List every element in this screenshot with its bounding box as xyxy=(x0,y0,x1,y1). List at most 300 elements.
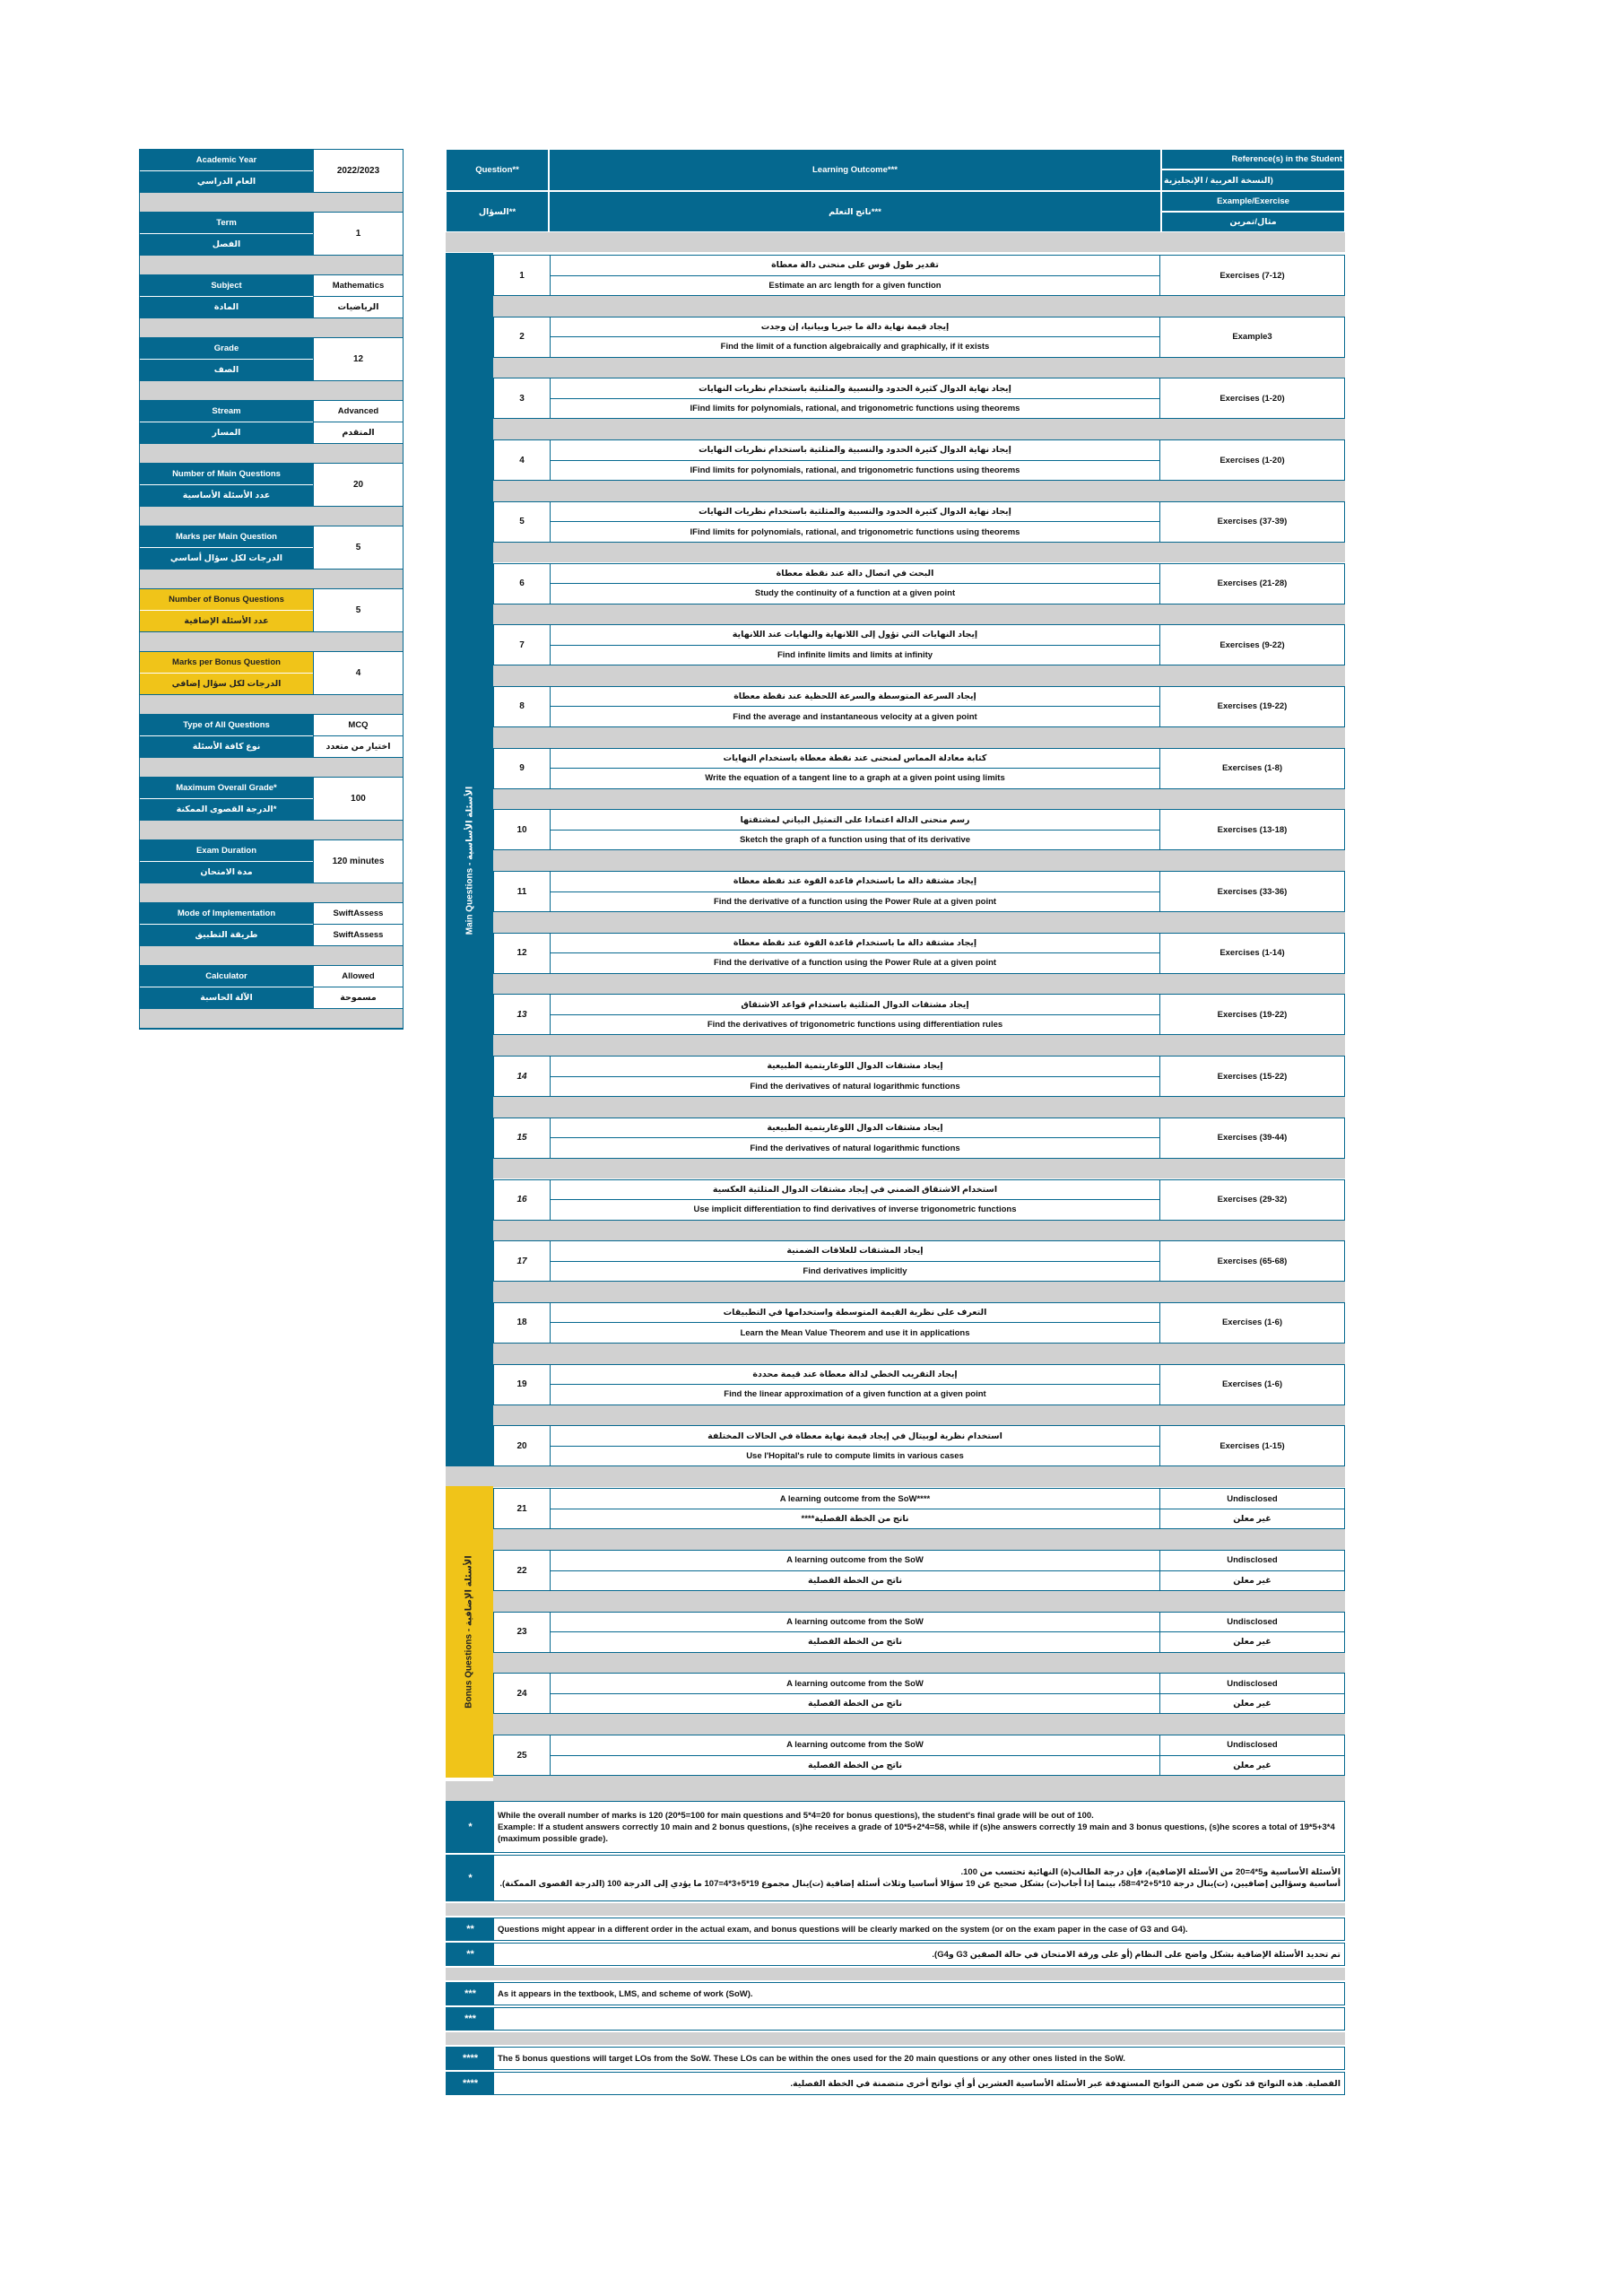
reference: Exercises (21-28) xyxy=(1217,578,1288,588)
spacer-band xyxy=(493,419,1345,439)
reference-ar: غير معلن xyxy=(1160,1570,1344,1591)
learning-outcome-line: التعرف على نظرية القيمة المتوسطة واستخدامها في التطبيقات xyxy=(723,1308,987,1318)
reference-en: Undisclosed xyxy=(1227,1493,1278,1504)
question-number: 6 xyxy=(494,564,551,604)
footnote-text: تم تحديد الأسئلة الإضافية بشكل واضح على النظام (أو على ورقة الامتحان في حالة الصفين G3 وG4). xyxy=(932,1949,1341,1960)
info-value-en: SwiftAssess xyxy=(333,909,384,918)
learning-outcome-line: إيجاد المشتقات للعلاقات الضمنية xyxy=(786,1246,924,1257)
spacer-band xyxy=(493,358,1345,378)
info-spacer xyxy=(140,1009,403,1029)
info-row xyxy=(140,213,403,256)
info-label-ar: نوع كافة الأسئلة xyxy=(140,735,313,757)
info-label xyxy=(140,464,313,506)
info-row xyxy=(140,275,403,318)
learning-outcome-line: استخدام الاشتقاق الضمني في إيجاد مشتقات الدوال المثلثية العكسية xyxy=(712,1184,998,1195)
learning-outcome-line: Find the derivatives of trigonometric functions using differentiation rules xyxy=(551,1014,1159,1035)
learning-outcome-line: Find the derivatives of natural logarithmic functions xyxy=(551,1137,1159,1158)
main-questions-side-label xyxy=(446,253,493,1468)
learning-outcome xyxy=(551,1735,1160,1775)
info-value-en: Allowed xyxy=(342,971,375,981)
spacer-band xyxy=(493,1035,1345,1056)
info-label-en: Marks per Bonus Question xyxy=(172,657,281,667)
learning-outcome-line: إيجاد النهايات التي تؤول إلى اللانهاية والنهايات عند اللانهاية xyxy=(732,630,978,640)
spacer-band xyxy=(493,1344,1345,1364)
spacer-band xyxy=(493,1653,1345,1674)
question-number: 22 xyxy=(494,1551,551,1590)
info-value xyxy=(313,275,403,317)
reference: Exercises (29-32) xyxy=(1217,1195,1288,1205)
info-label-ar: عدد الأسئلة الأساسية xyxy=(140,484,313,506)
learning-outcome-line: إيجاد مشتقات الدوال اللوغاريتمية الطبيعية xyxy=(767,1123,943,1134)
info-value-en: Advanced xyxy=(337,406,379,416)
learning-outcome xyxy=(551,1180,1160,1220)
info-label-en: Marks per Main Question xyxy=(176,532,277,542)
main-question-row xyxy=(493,255,1345,296)
footnote-mark: * xyxy=(447,1856,494,1900)
learning-outcome xyxy=(551,749,1160,788)
info-value xyxy=(313,903,403,945)
question-number: 11 xyxy=(494,872,551,911)
reference: Exercises (39-44) xyxy=(1217,1133,1288,1144)
question-number: 15 xyxy=(494,1118,551,1158)
spacer-band xyxy=(493,1159,1345,1179)
learning-outcome-line: ****ناتج من الخطة الفصلية xyxy=(551,1509,1159,1529)
info-spacer xyxy=(140,821,403,840)
learning-outcome-line: إيجاد التقريب الخطي لدالة معطاة عند قيمة محددة xyxy=(752,1369,958,1379)
bonus-questions-label: Bonus Questions - الأسئلة الإضافية xyxy=(464,1555,474,1709)
spacer-band xyxy=(446,1466,1345,1486)
reference: Exercises (9-22) xyxy=(1219,639,1285,650)
reference: Exercises (1-6) xyxy=(1221,1318,1283,1328)
info-label xyxy=(140,903,313,945)
learning-outcome-line: استخدام نظرية لوبيتال في إيجاد قيمة نهاية معطاة في الحالات المختلفة xyxy=(707,1431,1002,1441)
learning-outcome-line: إيجاد مشتقة دالة ما باستخدام قاعدة القوة عند نقطة معطاة xyxy=(733,876,977,887)
reference-en: Undisclosed xyxy=(1227,1740,1278,1751)
learning-outcome-line: إيجاد مشتقات الدوال اللوغاريتمية الطبيعية xyxy=(767,1061,943,1072)
info-label-ar: المادة xyxy=(140,296,313,317)
learning-outcome-line: Find the linear approximation of a given function at a given point xyxy=(551,1384,1159,1405)
main-question-row xyxy=(493,501,1345,543)
reference xyxy=(1160,1613,1344,1652)
bonus-question-row xyxy=(493,1488,1345,1529)
learning-outcome xyxy=(551,1674,1160,1713)
main-question-row xyxy=(493,317,1345,358)
info-label-en: Academic Year xyxy=(195,155,257,165)
question-number: 23 xyxy=(494,1613,551,1652)
learning-outcome-line: رسم منحنى الدالة اعتمادا على التمثيل البياني لمشتقتها xyxy=(740,814,970,825)
reference: Exercises (19-22) xyxy=(1217,1009,1288,1020)
info-value-ar: اختيار من متعدد xyxy=(314,735,403,757)
info-row xyxy=(140,464,403,507)
spacer-band xyxy=(493,850,1345,871)
info-label xyxy=(140,275,313,317)
info-value: 12 xyxy=(313,338,403,380)
learning-outcome xyxy=(551,934,1160,973)
bonus-question-row xyxy=(493,1612,1345,1653)
spacer-band xyxy=(493,1282,1345,1302)
info-spacer xyxy=(140,946,403,966)
info-spacer xyxy=(140,758,403,778)
question-number: 13 xyxy=(494,995,551,1034)
info-label xyxy=(140,401,313,443)
info-label-en: Term xyxy=(216,218,237,228)
learning-outcome-line: البحث في اتصال دالة عند نقطة معطاة xyxy=(776,568,934,578)
spacer-band xyxy=(446,1781,1345,1801)
info-row xyxy=(140,589,403,632)
info-label-en: Number of Main Questions xyxy=(172,469,281,479)
learning-outcome-line: A learning outcome from the SoW xyxy=(786,1678,924,1689)
learning-outcome-line: إيجاد مشتقة دالة ما باستخدام قاعدة القوة عند نقطة معطاة xyxy=(733,937,977,948)
info-label xyxy=(140,338,313,380)
info-row xyxy=(140,778,403,821)
learning-outcome-line: A learning outcome from the SoW xyxy=(786,1740,924,1751)
info-row xyxy=(140,903,403,946)
footnote-text-cell xyxy=(494,1856,1344,1900)
bonus-questions-side-label xyxy=(446,1486,493,1778)
info-label-en: Subject xyxy=(211,281,242,291)
learning-outcome-line: IFind limits for polynomials, rational, and trigonometric functions using theorems xyxy=(551,521,1159,542)
info-label-ar: مدة الامتحان xyxy=(140,861,313,883)
learning-outcome-line: ناتج من الخطة الفصلية xyxy=(551,1570,1159,1591)
info-label xyxy=(140,715,313,757)
spacer-band xyxy=(446,1903,1345,1916)
spacer-band xyxy=(493,665,1345,686)
learning-outcome xyxy=(551,1057,1160,1096)
learning-outcome-line: A learning outcome from the SoW**** xyxy=(779,1493,931,1504)
header-lo-en: Learning Outcome*** xyxy=(549,149,1161,191)
learning-outcome xyxy=(551,1241,1160,1281)
question-number: 24 xyxy=(494,1674,551,1713)
reference xyxy=(1160,1735,1344,1775)
reference: Exercises (1-6) xyxy=(1221,1379,1283,1390)
learning-outcome-line: إيجاد مشتقات الدوال المثلثية باستخدام قواعد الاشتقاق xyxy=(741,999,969,1010)
reference xyxy=(1160,1551,1344,1590)
info-value: 5 xyxy=(313,589,403,631)
info-label xyxy=(140,526,313,569)
learning-outcome-line: ناتج من الخطة الفصلية xyxy=(551,1755,1159,1776)
learning-outcome-line: إيجاد نهاية الدوال كثيرة الحدود والنسبية والمثلثية باستخدام نظريات النهايات xyxy=(699,507,1011,517)
learning-outcome xyxy=(551,256,1160,295)
main-question-row xyxy=(493,1118,1345,1159)
questions-table xyxy=(446,149,1345,1770)
learning-outcome xyxy=(551,1613,1160,1652)
main-question-row xyxy=(493,624,1345,665)
question-number: 10 xyxy=(494,810,551,849)
info-value xyxy=(313,966,403,1008)
info-spacer xyxy=(140,256,403,275)
spacer-band xyxy=(493,543,1345,563)
main-question-row xyxy=(493,933,1345,974)
info-spacer xyxy=(140,507,403,526)
info-value xyxy=(313,715,403,757)
info-row xyxy=(140,652,403,695)
learning-outcome-line: كتابة معادلة المماس لمنحنى عند نقطة معطاة باستخدام النهايات xyxy=(723,752,987,763)
info-label-ar: الدرجات لكل سؤال إضافي xyxy=(140,673,313,694)
question-number: 7 xyxy=(494,625,551,665)
reference: Example3 xyxy=(1232,332,1272,343)
spacer-band xyxy=(493,974,1345,995)
info-value-ar: مسموحة xyxy=(314,987,403,1008)
info-value xyxy=(313,401,403,443)
info-label-en: Stream xyxy=(212,406,241,416)
header-question-en: Question** xyxy=(446,149,549,191)
info-label-en: Mode of Implementation xyxy=(177,909,276,918)
reference: Exercises (33-36) xyxy=(1217,886,1288,897)
learning-outcome xyxy=(551,1551,1160,1590)
learning-outcome xyxy=(551,564,1160,604)
question-number: 4 xyxy=(494,440,551,480)
main-question-row xyxy=(493,1425,1345,1466)
learning-outcome-line: A learning outcome from the SoW xyxy=(786,1555,924,1566)
footnote-row xyxy=(446,2072,1345,2095)
footnote-text-cell xyxy=(494,2008,1344,2030)
reference: Exercises (19-22) xyxy=(1217,701,1288,712)
info-label-en: Maximum Overall Grade* xyxy=(176,783,277,793)
info-value: 2022/2023 xyxy=(313,150,403,192)
reference: Exercises (1-20) xyxy=(1219,455,1285,465)
footnote-mark: * xyxy=(447,1802,494,1852)
reference: Exercises (37-39) xyxy=(1217,517,1288,527)
learning-outcome xyxy=(551,687,1160,726)
learning-outcome-line: ناتج من الخطة الفصلية xyxy=(551,1631,1159,1652)
info-spacer xyxy=(140,883,403,903)
learning-outcome xyxy=(551,502,1160,542)
question-number: 5 xyxy=(494,502,551,542)
spacer-band xyxy=(446,1968,1345,1980)
info-value-en: MCQ xyxy=(348,720,369,730)
reference: Exercises (1-20) xyxy=(1219,393,1285,404)
info-label xyxy=(140,589,313,631)
learning-outcome-line: Sketch the graph of a function using that of its derivative xyxy=(551,830,1159,850)
reference-en: Undisclosed xyxy=(1227,1616,1278,1627)
footnote-mark: ** xyxy=(447,1918,494,1940)
header-example-en: Example/Exercise xyxy=(1161,191,1345,212)
footnote-text: الفصلية. هذه النواتج قد تكون من ضمن النواتج المستهدفة عبر الأسئلة الأساسية العشرين أو أي نواتج أخرى متضمنة في الخطة الفصلية. xyxy=(790,2078,1341,2089)
footnote-text: While the overall number of marks is 120 (20*5=100 for main questions and 5*4=20 for bonus questions), the student's final grade will be out of 100. Example: If a student answers correctly 10 main and 2 bonus questions, (s)he receives a grade of 10*5+2*4=58, while if (s)he answers correctly 19 main and 3 bonus questions, (s)he scores a total of 19*5+3*4 (maximum possible grade). xyxy=(498,1810,1335,1844)
info-row xyxy=(140,401,403,444)
question-number: 17 xyxy=(494,1241,551,1281)
info-label-ar: المسار xyxy=(140,422,313,443)
spacer-band xyxy=(446,232,1345,252)
info-row xyxy=(140,526,403,570)
info-spacer xyxy=(140,444,403,464)
question-number: 2 xyxy=(494,317,551,357)
footnote-row xyxy=(446,1918,1345,1941)
info-label-ar: الدرجات لكل سؤال أساسي xyxy=(140,547,313,569)
exam-info-table xyxy=(139,149,404,1030)
bonus-question-row xyxy=(493,1735,1345,1776)
info-label-ar: العام الدراسي xyxy=(140,170,313,192)
info-label xyxy=(140,652,313,694)
info-spacer xyxy=(140,193,403,213)
learning-outcome-line: Find infinite limits and limits at infinity xyxy=(551,645,1159,665)
question-number: 21 xyxy=(494,1489,551,1528)
main-question-row xyxy=(493,871,1345,912)
learning-outcome xyxy=(551,1426,1160,1465)
footnote-row xyxy=(446,2007,1345,2031)
info-spacer xyxy=(140,381,403,401)
learning-outcome-line: Use implicit differentiation to find derivatives of inverse trigonometric functions xyxy=(551,1199,1159,1220)
info-label-en: Calculator xyxy=(205,971,247,981)
footnote-text-cell xyxy=(494,1983,1344,2005)
learning-outcome-line: Learn the Mean Value Theorem and use it in applications xyxy=(551,1322,1159,1343)
info-value: 4 xyxy=(313,652,403,694)
main-question-row xyxy=(493,563,1345,604)
learning-outcome xyxy=(551,1365,1160,1405)
learning-outcome-line: تقدير طول قوس على منحنى دالة معطاة xyxy=(771,260,939,271)
question-number: 12 xyxy=(494,934,551,973)
question-number: 3 xyxy=(494,378,551,418)
question-number: 14 xyxy=(494,1057,551,1096)
reference: Exercises (13-18) xyxy=(1217,824,1288,835)
main-question-row xyxy=(493,686,1345,727)
reference-ar: غير معلن xyxy=(1160,1509,1344,1529)
info-row xyxy=(140,338,403,381)
question-number: 8 xyxy=(494,687,551,726)
learning-outcome xyxy=(551,1489,1160,1528)
learning-outcome-line: Estimate an arc length for a given function xyxy=(551,275,1159,296)
info-row xyxy=(140,715,403,758)
info-value-en: Mathematics xyxy=(332,281,385,291)
learning-outcome xyxy=(551,440,1160,480)
reference: Exercises (1-14) xyxy=(1219,948,1285,959)
header-lo-ar: ناتج التعلم*** xyxy=(549,191,1161,232)
main-question-row xyxy=(493,439,1345,481)
spacer-band xyxy=(493,1221,1345,1241)
footnote-row xyxy=(446,1943,1345,1966)
info-row xyxy=(140,840,403,883)
question-number: 9 xyxy=(494,749,551,788)
reference: Exercises (65-68) xyxy=(1217,1256,1288,1266)
info-spacer xyxy=(140,570,403,589)
header-example-ar: مثال/تمرين xyxy=(1161,212,1345,232)
info-label-ar: الفصل xyxy=(140,233,313,255)
bonus-question-row xyxy=(493,1550,1345,1591)
question-number: 1 xyxy=(494,256,551,295)
info-label xyxy=(140,213,313,255)
main-questions-label: Main Questions - الأسئلة الأساسية xyxy=(464,786,475,935)
info-row xyxy=(140,966,403,1009)
reference-ar: غير معلن xyxy=(1160,1631,1344,1652)
spacer-band xyxy=(493,727,1345,748)
info-label xyxy=(140,966,313,1008)
info-label-en: Number of Bonus Questions xyxy=(169,595,284,604)
footnote-text: As it appears in the textbook, LMS, and scheme of work (SoW). xyxy=(498,1988,753,1999)
learning-outcome-line: IFind limits for polynomials, rational, and trigonometric functions using theorems xyxy=(551,460,1159,481)
info-label-ar: طريقة التطبيق xyxy=(140,924,313,945)
learning-outcome-line: إيجاد نهاية الدوال كثيرة الحدود والنسبية والمثلثية باستخدام نظريات النهايات xyxy=(699,383,1011,394)
reference-ar: غير معلن xyxy=(1160,1755,1344,1776)
spacer-band xyxy=(493,1591,1345,1612)
learning-outcome xyxy=(551,625,1160,665)
learning-outcome-line: Find the derivative of a function using the Power Rule at a given point xyxy=(551,891,1159,912)
footnote-mark: **** xyxy=(447,2048,494,2069)
main-question-row xyxy=(493,809,1345,850)
learning-outcome-line: A learning outcome from the SoW xyxy=(786,1616,924,1627)
spacer-band xyxy=(493,1529,1345,1550)
learning-outcome-line: Find the derivatives of natural logarithmic functions xyxy=(551,1076,1159,1097)
footnote-row xyxy=(446,1801,1345,1853)
reference: Exercises (1-8) xyxy=(1221,763,1283,774)
reference xyxy=(1160,1674,1344,1713)
footnote-text-cell xyxy=(494,2073,1344,2094)
info-spacer xyxy=(140,318,403,338)
main-question-row xyxy=(493,1302,1345,1344)
main-question-row xyxy=(493,1240,1345,1282)
info-label-ar: الصف xyxy=(140,359,313,380)
footnote-text: Questions might appear in a different order in the actual exam, and bonus questions will be clearly marked on the system (or on the exam paper in the case of G3 and G4). xyxy=(498,1924,1188,1935)
main-question-row xyxy=(493,1056,1345,1097)
footnote-row xyxy=(446,1855,1345,1901)
info-label-ar: الآلة الحاسبة xyxy=(140,987,313,1008)
info-value: 100 xyxy=(313,778,403,820)
learning-outcome xyxy=(551,378,1160,418)
learning-outcome-line: Write the equation of a tangent line to a graph at a given point using limits xyxy=(551,768,1159,788)
question-number: 18 xyxy=(494,1303,551,1343)
main-question-row xyxy=(493,748,1345,789)
footnote-mark: *** xyxy=(447,1983,494,2005)
question-number: 16 xyxy=(494,1180,551,1220)
footnote-text-cell xyxy=(494,2048,1344,2069)
info-spacer xyxy=(140,632,403,652)
learning-outcome-line: IFind limits for polynomials, rational, and trigonometric functions using theorems xyxy=(551,398,1159,419)
reference-en: Undisclosed xyxy=(1227,1678,1278,1689)
footnote-mark: ** xyxy=(447,1944,494,1965)
learning-outcome-line: إيجاد قيمة نهاية دالة ما جبريا وبيانيا، إن وجدت xyxy=(760,321,950,332)
learning-outcome-line: Find the limit of a function algebraically and graphically, if it exists xyxy=(551,336,1159,357)
info-value: 1 xyxy=(313,213,403,255)
info-label-ar: عدد الأسئلة الإضافية xyxy=(140,610,313,631)
question-number: 19 xyxy=(494,1365,551,1405)
reference-ar: غير معلن xyxy=(1160,1693,1344,1714)
header-ref-en: Reference(s) in the Student xyxy=(1161,149,1345,170)
info-value: 5 xyxy=(313,526,403,569)
reference-en: Undisclosed xyxy=(1227,1555,1278,1566)
reference: Exercises (1-15) xyxy=(1219,1440,1285,1451)
learning-outcome-line: ناتج من الخطة الفصلية xyxy=(551,1693,1159,1714)
info-label xyxy=(140,150,313,192)
reference xyxy=(1160,1489,1344,1528)
footnote-text-cell xyxy=(494,1944,1344,1965)
bonus-question-row xyxy=(493,1673,1345,1714)
learning-outcome xyxy=(551,317,1160,357)
info-label-en: Grade xyxy=(213,344,239,353)
learning-outcome xyxy=(551,1118,1160,1158)
spacer-band xyxy=(493,481,1345,501)
learning-outcome-line: إيجاد السرعة المتوسطة والسرعة اللحظية عند نقطة معطاة xyxy=(733,691,976,702)
info-label-ar: الدرجة القصوى الممكنة* xyxy=(140,798,313,820)
learning-outcome-line: Find the derivative of a function using the Power Rule at a given point xyxy=(551,952,1159,973)
spacer-band xyxy=(493,296,1345,317)
spacer-band xyxy=(446,2032,1345,2045)
header-question-ar: السؤال** xyxy=(446,191,549,232)
spacer-band xyxy=(493,604,1345,625)
info-row xyxy=(140,150,403,193)
footnote-text: الأسئلة الأساسية و5*4=20 من الأسئلة الإضافية)، فإن درجة الطالب(ة) النهائية تحتسب من 100. أساسية وسؤالين إضافيين، (ت)ينال درجة 10*5+2*4=58، بينما إذا أجاب(ت) بشكل صحيح عن 19 سؤالا أساسيا وثلاث أسئلة إضافية (ت)ينال مجموع 19*5+3*4=107 ما يؤدي إلى الدرجة 100 (الدرجة القصوى الممكنة). xyxy=(499,1867,1341,1890)
question-number: 25 xyxy=(494,1735,551,1775)
footnote-text: The 5 bonus questions will target LOs from the SoW. These LOs can be within the ones used for the 20 main questions or any other ones listed in the SoW. xyxy=(498,2053,1125,2064)
main-question-row xyxy=(493,1364,1345,1405)
footnote-row xyxy=(446,1982,1345,2005)
learning-outcome xyxy=(551,1303,1160,1343)
reference: Exercises (15-22) xyxy=(1217,1071,1288,1082)
main-question-row xyxy=(493,1179,1345,1221)
info-value-ar: الرياضيات xyxy=(314,296,403,317)
info-value-ar: المتقدم xyxy=(314,422,403,443)
info-label xyxy=(140,840,313,883)
reference: Exercises (7-12) xyxy=(1219,270,1285,281)
info-value-ar: SwiftAssess xyxy=(314,924,403,945)
